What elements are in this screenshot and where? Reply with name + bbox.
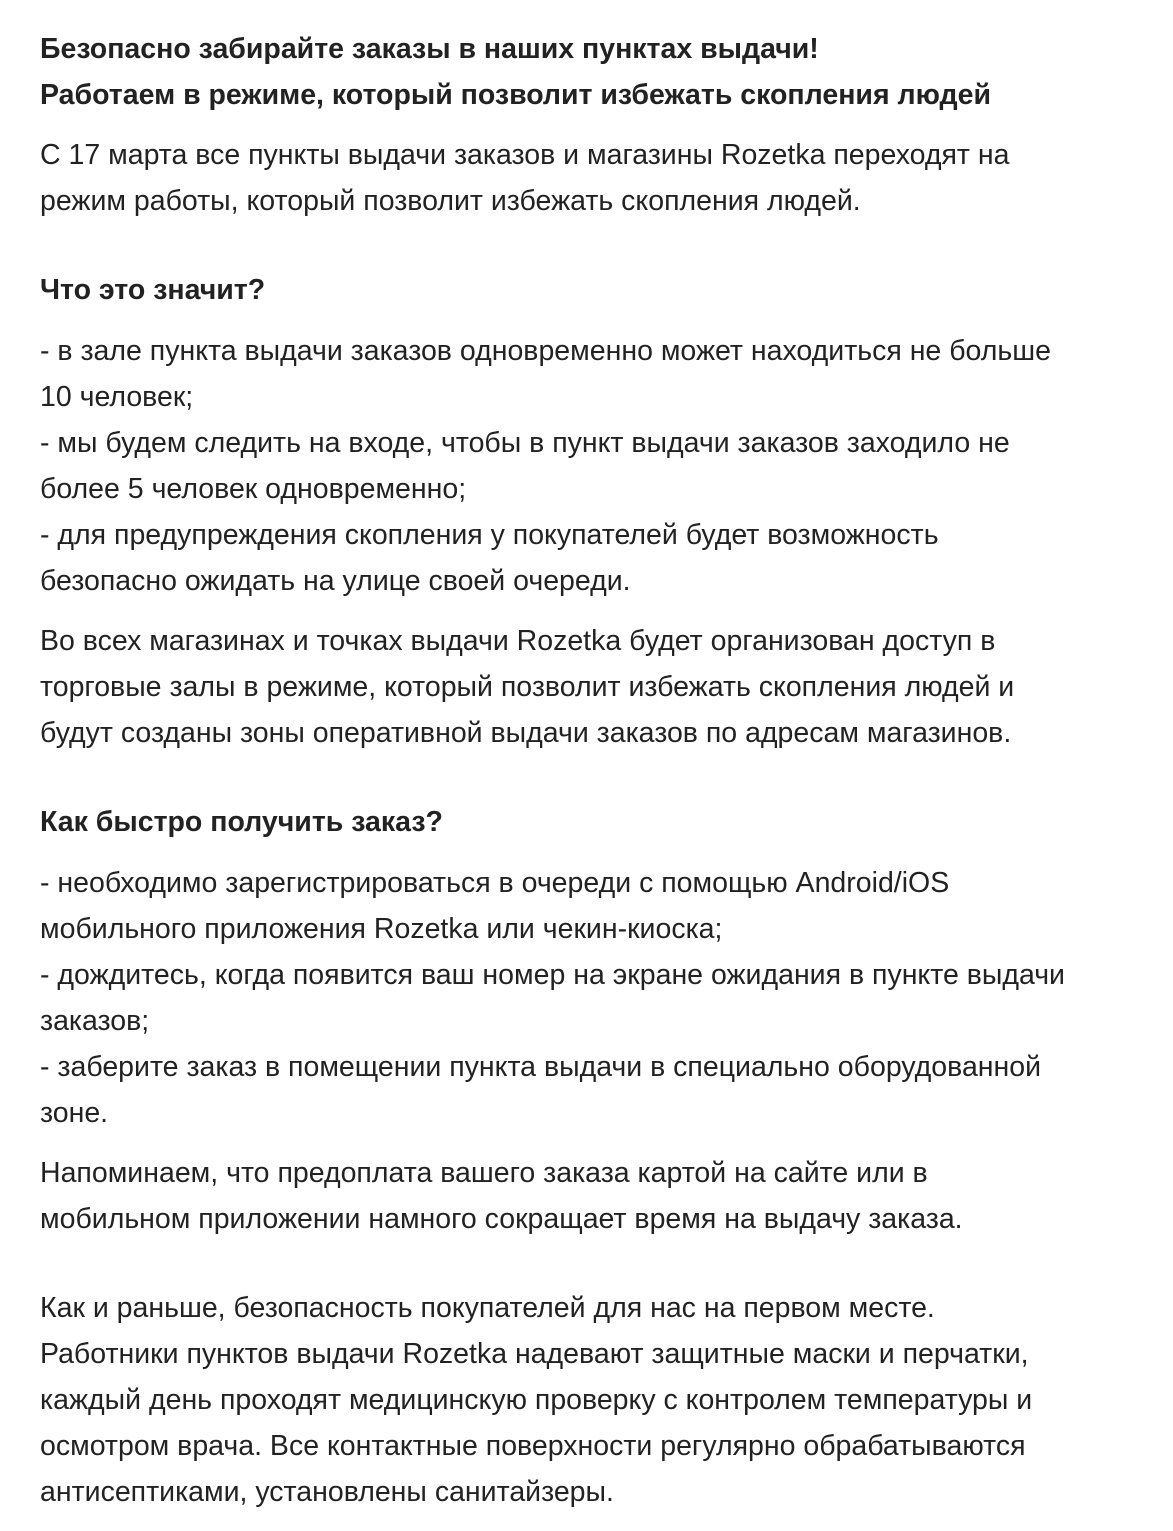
list-item-line: - необходимо зарегистрироваться в очереди с помощью Android/iOS <box>40 867 950 899</box>
list-item-line: - дождитесь, когда появится ваш номер на экране ожидания в пункте выдачи <box>40 959 1065 991</box>
safety-paragraph <box>40 1285 1153 1515</box>
paragraph-line: будут созданы зоны оперативной выдачи заказов по адресам магазинов. <box>40 717 1012 749</box>
list-item-line: - в зале пункта выдачи заказов одновременно может находиться не больше <box>40 335 1051 367</box>
list-item-line: - заберите заказ в помещении пункта выдачи в специально оборудованной <box>40 1051 1042 1083</box>
paragraph-line: Напоминаем, что предоплата вашего заказа картой на сайте или в <box>40 1157 928 1189</box>
list-item-line: - для предупреждения скопления у покупателей будет возможность <box>40 519 939 551</box>
stores-paragraph <box>40 618 1153 756</box>
list-item-line: 10 человек; <box>40 381 194 413</box>
paragraph-line: Во всех магазинах и точках выдачи Rozetka будет организован доступ в <box>40 625 996 657</box>
article-title-line: Безопасно забирайте заказы в наших пунктах выдачи! <box>40 33 819 65</box>
list-item-line: безопасно ожидать на улице своей очереди. <box>40 565 631 597</box>
list-item-line: мобильного приложения Rozetka или чекин-киоска; <box>40 913 723 945</box>
paragraph-line: мобильном приложении намного сокращает время на выдачу заказа. <box>40 1203 963 1235</box>
paragraph-line: С 17 марта все пункты выдачи заказов и магазины Rozetka переходят на <box>40 139 1010 171</box>
steps-list <box>40 860 1153 1136</box>
paragraph-line: каждый день проходят медицинскую проверку с контролем температуры и <box>40 1384 1033 1416</box>
section-heading-what-it-means: Что это значит? <box>40 274 266 306</box>
rules-list <box>40 328 1153 604</box>
paragraph-line: Как и раньше, безопасность покупателей для нас на первом месте. <box>40 1292 935 1324</box>
prepayment-paragraph <box>40 1150 1153 1242</box>
article-title <box>40 26 1153 118</box>
list-item-line: зоне. <box>40 1097 109 1129</box>
paragraph-line: торговые залы в режиме, который позволит избежать скопления людей и <box>40 671 1015 703</box>
intro-paragraph <box>40 132 1153 224</box>
list-item-line: - мы будем следить на входе, чтобы в пункт выдачи заказов заходило не <box>40 427 1010 459</box>
paragraph-line: режим работы, который позволит избежать скопления людей. <box>40 185 861 217</box>
paragraph-line: Работники пунктов выдачи Rozetka надевают защитные маски и перчатки, <box>40 1338 1029 1370</box>
list-item-line: более 5 человек одновременно; <box>40 473 467 505</box>
list-item-line: заказов; <box>40 1005 150 1037</box>
article-title-line: Работаем в режиме, который позволит избежать скопления людей <box>40 79 992 111</box>
paragraph-line: осмотром врача. Все контактные поверхности регулярно обрабатываются <box>40 1430 1026 1462</box>
paragraph-line: антисептиками, установлены санитайзеры. <box>40 1476 614 1508</box>
section-heading-how-to-get-order: Как быстро получить заказ? <box>40 806 443 838</box>
